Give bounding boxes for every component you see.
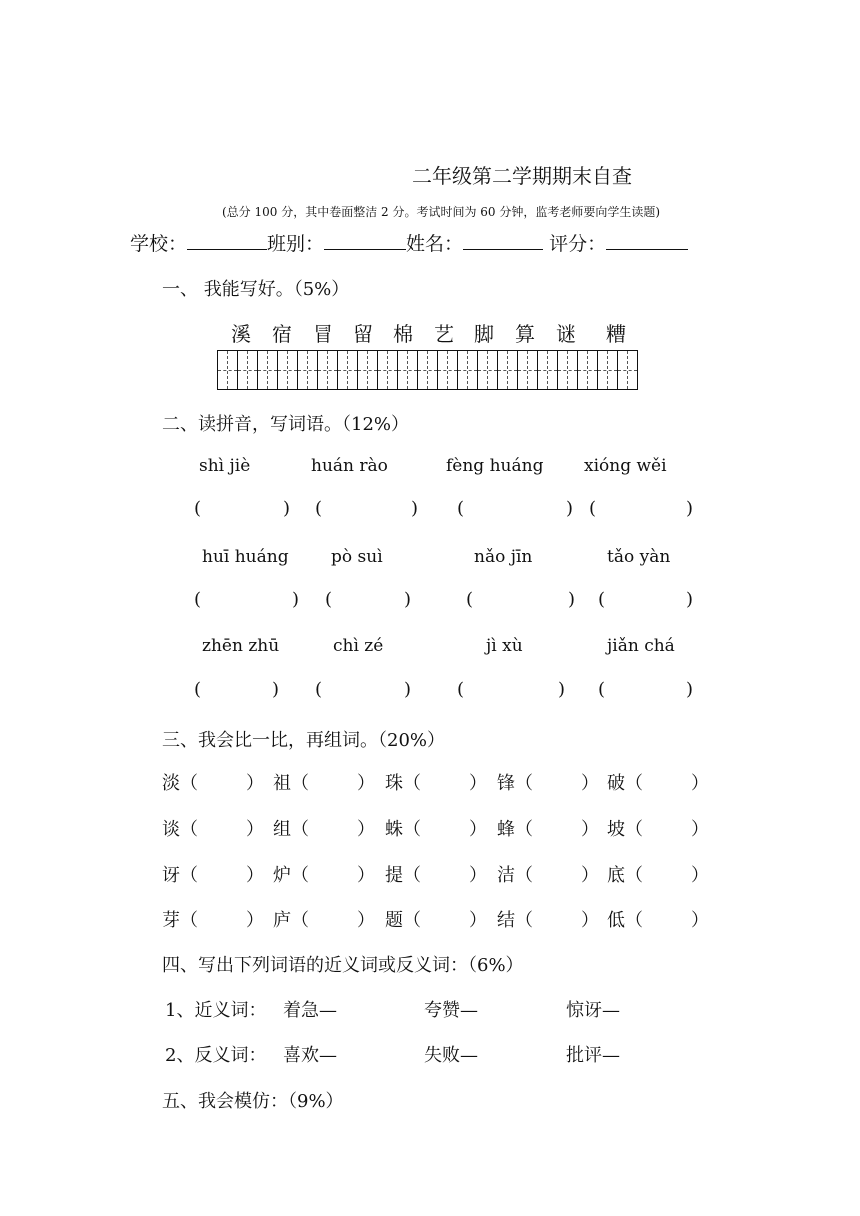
answer-paren-close[interactable]: ) — [568, 589, 576, 610]
practice-character: 艺 — [434, 322, 454, 346]
grid-cell[interactable] — [498, 350, 518, 390]
grid-cell[interactable] — [578, 350, 598, 390]
answer-paren-close[interactable]: ） — [246, 773, 264, 794]
answer-paren-open[interactable]: ( — [466, 589, 474, 610]
compare-character: 底 — [607, 865, 625, 886]
compare-character: 蛛 — [385, 819, 403, 840]
word-prompt: 惊讶— — [566, 1000, 620, 1021]
compare-character: 祖 — [273, 773, 291, 794]
answer-paren-close[interactable]: ） — [469, 773, 487, 794]
compare-character: 庐 — [273, 910, 291, 931]
pinyin-prompt: xióng wěi — [584, 456, 667, 476]
answer-paren-close[interactable]: ） — [357, 865, 375, 886]
compare-character: 讶 — [162, 865, 180, 886]
compare-character: 淡 — [162, 773, 180, 794]
word-pair-label: 2、反义词： — [165, 1045, 267, 1066]
answer-paren-close[interactable]: ) — [272, 679, 280, 700]
pinyin-prompt: jiǎn chá — [607, 636, 675, 656]
grid-cell[interactable] — [418, 350, 438, 390]
answer-paren-open[interactable]: （ — [180, 865, 198, 886]
answer-paren-close[interactable]: ） — [357, 819, 375, 840]
pinyin-prompt: fèng huáng — [446, 456, 544, 476]
answer-paren-close[interactable]: ） — [691, 910, 709, 931]
practice-character: 算 — [515, 322, 535, 346]
answer-paren-close[interactable]: ） — [469, 910, 487, 931]
grid-cell[interactable] — [278, 350, 298, 390]
grid-cell[interactable] — [438, 350, 458, 390]
word-pair-label: 1、近义词： — [165, 1000, 267, 1021]
page-title: 二年级第二学期期末自查 — [412, 164, 632, 188]
answer-paren-open[interactable]: （ — [515, 865, 533, 886]
exam-instructions: (总分 100 分，其中卷面整洁 2 分。考试时间为 60 分钟，监考老师要向学生读题) — [222, 205, 661, 219]
grid-cell[interactable] — [298, 350, 318, 390]
student-info-row — [130, 229, 688, 256]
compare-character: 结 — [497, 910, 515, 931]
class-label: 班别： — [267, 233, 325, 255]
answer-paren-close[interactable]: ） — [357, 910, 375, 931]
word-prompt: 失败— — [424, 1045, 478, 1066]
grid-cell[interactable] — [238, 350, 258, 390]
grid-cell[interactable] — [518, 350, 538, 390]
answer-paren-open[interactable]: （ — [291, 773, 309, 794]
answer-paren-close[interactable]: ） — [246, 865, 264, 886]
answer-paren-open[interactable]: ( — [194, 589, 202, 610]
answer-paren-open[interactable]: （ — [625, 865, 643, 886]
school-blank[interactable] — [187, 231, 267, 250]
compare-character: 芽 — [162, 910, 180, 931]
compare-character: 破 — [607, 773, 625, 794]
grid-cell[interactable] — [218, 350, 238, 390]
answer-paren-open[interactable]: ( — [194, 679, 202, 700]
answer-paren-close[interactable]: ） — [691, 865, 709, 886]
practice-character: 糟 — [606, 322, 626, 346]
grid-cell[interactable] — [358, 350, 378, 390]
word-prompt: 夸赞— — [424, 1000, 478, 1021]
pinyin-prompt: pò suì — [331, 547, 383, 567]
school-label: 学校： — [130, 233, 188, 255]
practice-character: 宿 — [272, 322, 292, 346]
answer-paren-close[interactable]: ） — [469, 865, 487, 886]
answer-paren-close[interactable]: ) — [404, 589, 412, 610]
answer-paren-close[interactable]: ） — [581, 819, 599, 840]
answer-paren-open[interactable]: （ — [403, 773, 421, 794]
practice-character: 溪 — [231, 322, 251, 346]
answer-paren-close[interactable]: ) — [292, 589, 300, 610]
practice-character: 谜 — [556, 322, 576, 346]
answer-paren-close[interactable]: ） — [246, 910, 264, 931]
answer-paren-close[interactable]: ) — [686, 589, 694, 610]
answer-paren-close[interactable]: ） — [357, 773, 375, 794]
compare-character: 组 — [273, 819, 291, 840]
compare-character: 炉 — [273, 865, 291, 886]
section-3-heading: 三、我会比一比，再组词。（20%） — [162, 730, 446, 751]
grid-cell[interactable] — [478, 350, 498, 390]
grid-cell[interactable] — [458, 350, 478, 390]
compare-character: 洁 — [497, 865, 515, 886]
answer-paren-close[interactable]: ） — [691, 819, 709, 840]
answer-paren-open[interactable]: ( — [325, 589, 333, 610]
answer-paren-open[interactable]: （ — [625, 773, 643, 794]
answer-paren-close[interactable]: ) — [686, 498, 694, 519]
compare-character: 题 — [385, 910, 403, 931]
answer-paren-close[interactable]: ) — [283, 498, 291, 519]
grid-cell[interactable] — [378, 350, 398, 390]
pinyin-prompt: huī huáng — [202, 547, 289, 567]
pinyin-prompt: zhēn zhū — [202, 636, 280, 656]
answer-paren-open[interactable]: （ — [515, 910, 533, 931]
answer-paren-close[interactable]: ） — [246, 819, 264, 840]
grid-cell[interactable] — [538, 350, 558, 390]
compare-character: 锋 — [497, 773, 515, 794]
section-4-heading: 四、写出下列词语的近义词或反义词：（6%） — [162, 955, 524, 976]
word-prompt: 批评— — [566, 1045, 620, 1066]
answer-paren-close[interactable]: ） — [581, 773, 599, 794]
answer-paren-open[interactable]: （ — [180, 910, 198, 931]
answer-paren-open[interactable]: （ — [625, 910, 643, 931]
answer-paren-open[interactable]: （ — [291, 910, 309, 931]
answer-paren-open[interactable]: ( — [457, 498, 465, 519]
compare-character: 谈 — [162, 819, 180, 840]
answer-paren-close[interactable]: ) — [558, 679, 566, 700]
word-prompt: 喜欢— — [283, 1045, 337, 1066]
compare-character: 珠 — [385, 773, 403, 794]
answer-paren-close[interactable]: ） — [581, 910, 599, 931]
writing-grid[interactable] — [217, 350, 638, 390]
answer-paren-close[interactable]: ） — [469, 819, 487, 840]
answer-paren-close[interactable]: ） — [691, 773, 709, 794]
score-blank[interactable] — [606, 231, 688, 250]
section-1-heading: 一、 我能写好。（5%） — [162, 279, 350, 300]
answer-paren-open[interactable]: ( — [457, 679, 465, 700]
compare-character: 低 — [607, 910, 625, 931]
answer-paren-open[interactable]: ( — [194, 498, 202, 519]
pinyin-prompt: jì xù — [486, 636, 523, 656]
answer-paren-open[interactable]: （ — [291, 865, 309, 886]
pinyin-prompt: shì jiè — [199, 456, 251, 476]
grid-cell[interactable] — [318, 350, 338, 390]
practice-character: 棉 — [393, 322, 413, 346]
answer-paren-open[interactable]: ( — [598, 589, 606, 610]
practice-character: 脚 — [474, 322, 494, 346]
score-label: 评分： — [549, 233, 607, 255]
grid-cell[interactable] — [398, 350, 418, 390]
answer-paren-open[interactable]: （ — [515, 773, 533, 794]
grid-cell[interactable] — [598, 350, 618, 390]
answer-paren-open[interactable]: ( — [315, 498, 323, 519]
answer-paren-open[interactable]: （ — [180, 773, 198, 794]
class-blank[interactable] — [324, 231, 406, 250]
answer-paren-open[interactable]: （ — [291, 819, 309, 840]
compare-character: 蜂 — [497, 819, 515, 840]
grid-cell[interactable] — [618, 350, 638, 390]
grid-cell[interactable] — [558, 350, 578, 390]
word-prompt: 着急— — [283, 1000, 337, 1021]
section-2-heading: 二、读拼音，写词语。（12%） — [162, 414, 410, 435]
answer-paren-open[interactable]: （ — [403, 865, 421, 886]
grid-cell[interactable] — [338, 350, 358, 390]
answer-paren-open[interactable]: ( — [598, 679, 606, 700]
answer-paren-open[interactable]: （ — [403, 910, 421, 931]
answer-paren-open[interactable]: ( — [315, 679, 323, 700]
answer-paren-open[interactable]: （ — [180, 819, 198, 840]
answer-paren-close[interactable]: ) — [686, 679, 694, 700]
answer-paren-open[interactable]: （ — [625, 819, 643, 840]
pinyin-prompt: huán rào — [311, 456, 388, 476]
pinyin-prompt: nǎo jīn — [474, 547, 533, 567]
practice-character: 冒 — [313, 322, 333, 346]
answer-paren-open[interactable]: （ — [515, 819, 533, 840]
section-5-heading: 五、我会模仿：（9%） — [162, 1091, 344, 1112]
answer-paren-open[interactable]: （ — [403, 819, 421, 840]
pinyin-prompt: tǎo yàn — [607, 547, 671, 567]
compare-character: 坡 — [607, 819, 625, 840]
name-label: 姓名： — [406, 233, 464, 255]
answer-paren-close[interactable]: ) — [411, 498, 419, 519]
compare-character: 提 — [385, 865, 403, 886]
answer-paren-close[interactable]: ) — [566, 498, 574, 519]
pinyin-prompt: chì zé — [333, 636, 384, 656]
grid-cell[interactable] — [258, 350, 278, 390]
answer-paren-close[interactable]: ） — [581, 865, 599, 886]
practice-character: 留 — [353, 322, 373, 346]
answer-paren-open[interactable]: ( — [589, 498, 597, 519]
name-blank[interactable] — [463, 231, 543, 250]
answer-paren-close[interactable]: ) — [404, 679, 412, 700]
